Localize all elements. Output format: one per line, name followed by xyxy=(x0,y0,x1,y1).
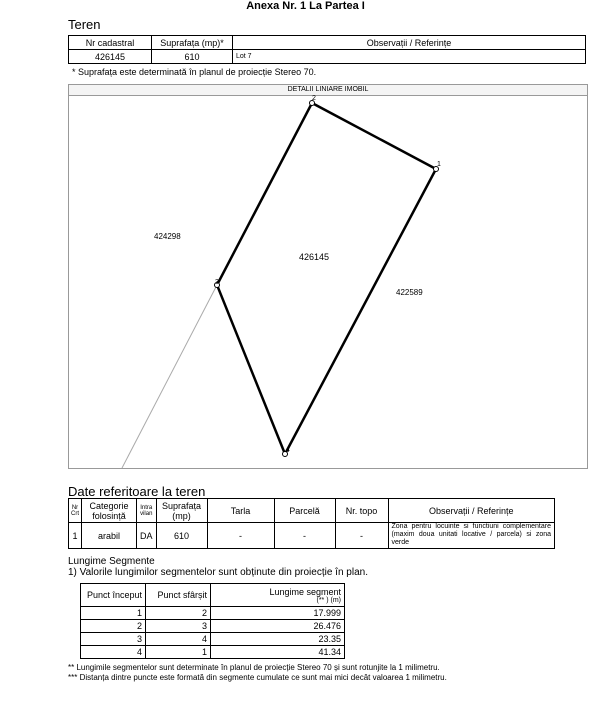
cell-observatii-date: Zona pentru locuinte si functiuni complementare (maxim doua unitati locative / parcela) si zona verde xyxy=(388,523,554,549)
col-parcela: Parcelă xyxy=(274,499,335,523)
seg-row-2-start: 2 xyxy=(81,620,146,633)
segmente-note-1: ** Lungimile segmentelor sunt determinate în planul de proiecție Stereo 70 și sunt rotunjite la 1 milimetru. xyxy=(68,663,440,672)
teren-table xyxy=(68,35,586,64)
map-header: DETALII LINIARE IMOBIL xyxy=(69,85,587,96)
col-punct-sfarsit: Punct sfârșit xyxy=(146,584,211,607)
cell-observatii: Lot 7 xyxy=(233,50,586,64)
parcel-map xyxy=(68,84,588,469)
cell-suprafata: 610 xyxy=(152,50,233,64)
col-categorie: Categorie folosință xyxy=(82,499,137,523)
col-nr-topo: Nr. topo xyxy=(335,499,388,523)
col-lungime xyxy=(211,584,345,607)
page-title: Anexa Nr. 1 La Partea I xyxy=(246,0,365,12)
seg-row-1-start: 1 xyxy=(81,607,146,620)
segmente-heading: Lungime Segmente xyxy=(68,556,155,567)
cell-nr-crt: 1 xyxy=(69,523,82,549)
col-suprafata: Suprafața (mp)* xyxy=(152,36,233,50)
cell-categorie: arabil xyxy=(82,523,137,549)
seg-row-2-end: 3 xyxy=(146,620,211,633)
date-table xyxy=(68,498,555,549)
segmente-table xyxy=(80,583,345,659)
neighbor-boundary-line xyxy=(122,285,217,468)
cell-tarla: - xyxy=(207,523,274,549)
seg-row-3-start: 3 xyxy=(81,633,146,646)
segmente-note-2: *** Distanța dintre puncte este formată din segmente cumulate ce sunt mai mici decât valoarea 1 milimetru. xyxy=(68,673,447,682)
col-observatii: Observații / Referințe xyxy=(233,36,586,50)
col-lungime-unit: (** ) (m) xyxy=(316,596,341,604)
point-label-3: 3 xyxy=(215,279,219,286)
point-label-1: 1 xyxy=(437,161,441,168)
col-nr-cadastral: Nr cadastral xyxy=(69,36,152,50)
parcel-drawing xyxy=(69,85,587,468)
parcel-outline xyxy=(217,103,436,454)
section-heading-teren: Teren xyxy=(68,17,101,32)
point-label-4: 4 xyxy=(286,447,290,454)
seg-row-2-length: 26.476 xyxy=(211,620,345,633)
neighbor-label-left: 424298 xyxy=(154,232,181,241)
col-nr-crt: Nr Crt xyxy=(69,499,82,523)
col-observatii-date: Observații / Referințe xyxy=(388,499,554,523)
cell-suprafata-date: 610 xyxy=(156,523,207,549)
col-lungime-title: Lungime segment xyxy=(269,586,341,597)
seg-row-1-end: 2 xyxy=(146,607,211,620)
col-tarla: Tarla xyxy=(207,499,274,523)
parcel-id-label: 426145 xyxy=(299,252,330,262)
neighbor-label-right: 422589 xyxy=(396,288,423,297)
seg-row-3-end: 4 xyxy=(146,633,211,646)
cell-intravilan: DA xyxy=(137,523,157,549)
col-punct-inceput: Punct început xyxy=(81,584,146,607)
cell-nr-topo: - xyxy=(335,523,388,549)
seg-row-3-length: 23.35 xyxy=(211,633,345,646)
seg-row-1-length: 17.999 xyxy=(211,607,345,620)
segmente-intro: 1) Valorile lungimilor segmentelor sunt obținute din proiecție în plan. xyxy=(68,567,368,578)
col-suprafata-date: Suprafața (mp) xyxy=(156,499,207,523)
col-intravilan: Intra vilan xyxy=(137,499,157,523)
seg-row-4-end: 1 xyxy=(146,646,211,659)
seg-row-4-length: 41.34 xyxy=(211,646,345,659)
section-heading-date: Date referitoare la teren xyxy=(68,484,206,499)
teren-note: * Suprafața este determinată în planul de proiecție Stereo 70. xyxy=(72,67,317,77)
cell-nr-cadastral: 426145 xyxy=(69,50,152,64)
seg-row-4-start: 4 xyxy=(81,646,146,659)
cell-parcela: - xyxy=(274,523,335,549)
point-label-2: 2 xyxy=(312,95,316,102)
